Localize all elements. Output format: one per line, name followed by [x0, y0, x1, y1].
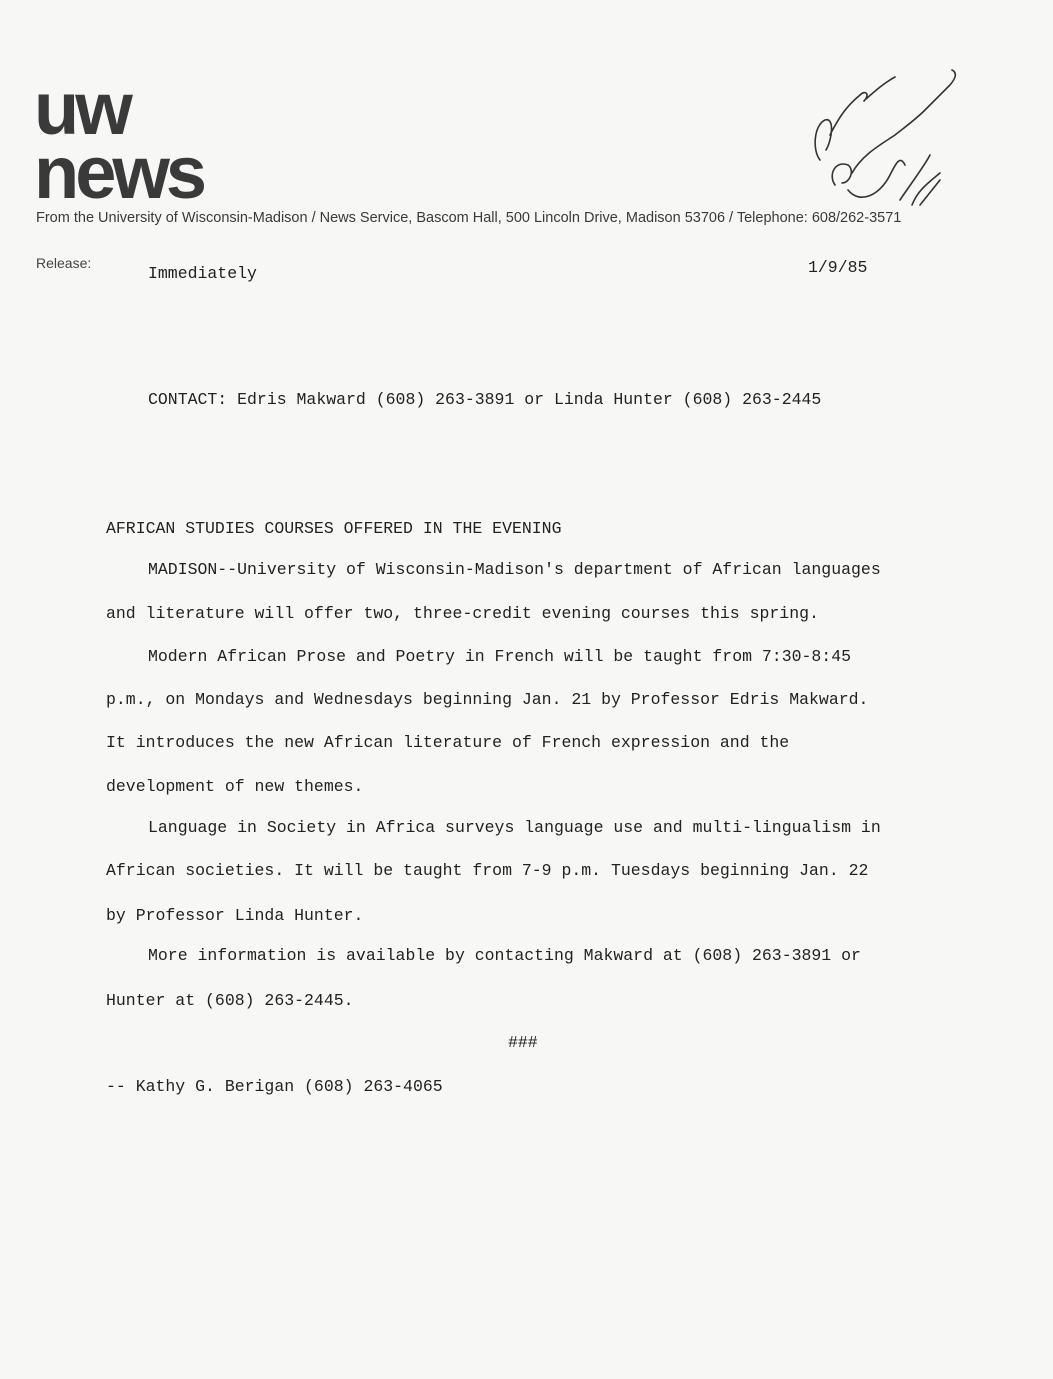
body-line-3: Modern African Prose and Poetry in French will be taught from 7:30-8:45	[148, 647, 852, 666]
uw-news-logo	[34, 67, 204, 214]
byline: -- Kathy G. Berigan (608) 263-4065	[106, 1077, 443, 1096]
body-line-9: by Professor Linda Hunter.	[106, 906, 364, 925]
logo-line-news: news	[34, 130, 204, 214]
body-line-6: development of new themes.	[106, 777, 364, 796]
end-mark: ###	[508, 1033, 538, 1052]
headline: AFRICAN STUDIES COURSES OFFERED IN THE EVENING	[106, 519, 562, 538]
body-line-10: More information is available by contacting Makward at (608) 263-3891 or	[148, 946, 861, 965]
body-line-4: p.m., on Mondays and Wednesdays beginning Jan. 21 by Professor Edris Makward.	[106, 690, 869, 709]
masthead-address: From the University of Wisconsin-Madison / News Service, Bascom Hall, 500 Lincoln Drive, Madison 53706 / Telephone: 608/262-3571	[36, 210, 902, 226]
logo-line-uw: uw	[34, 67, 129, 150]
body-line-11: Hunter at (608) 263-2445.	[106, 991, 354, 1010]
release-date: 1/9/85	[808, 258, 868, 277]
body-line-2: and literature will offer two, three-credit evening courses this spring.	[106, 604, 819, 623]
release-value: Immediately	[148, 264, 257, 283]
release-label: Release:	[36, 255, 92, 271]
body-line-1: MADISON--University of Wisconsin-Madison's department of African languages	[148, 560, 881, 579]
contact-line: CONTACT: Edris Makward (608) 263-3891 or Linda Hunter (608) 263-2445	[148, 390, 822, 409]
body-line-8: African societies. It will be taught from 7-9 p.m. Tuesdays beginning Jan. 22	[106, 861, 869, 880]
body-line-7: Language in Society in Africa surveys language use and multi-lingualism in	[148, 818, 881, 837]
body-line-5: It introduces the new African literature of French expression and the	[106, 733, 790, 752]
